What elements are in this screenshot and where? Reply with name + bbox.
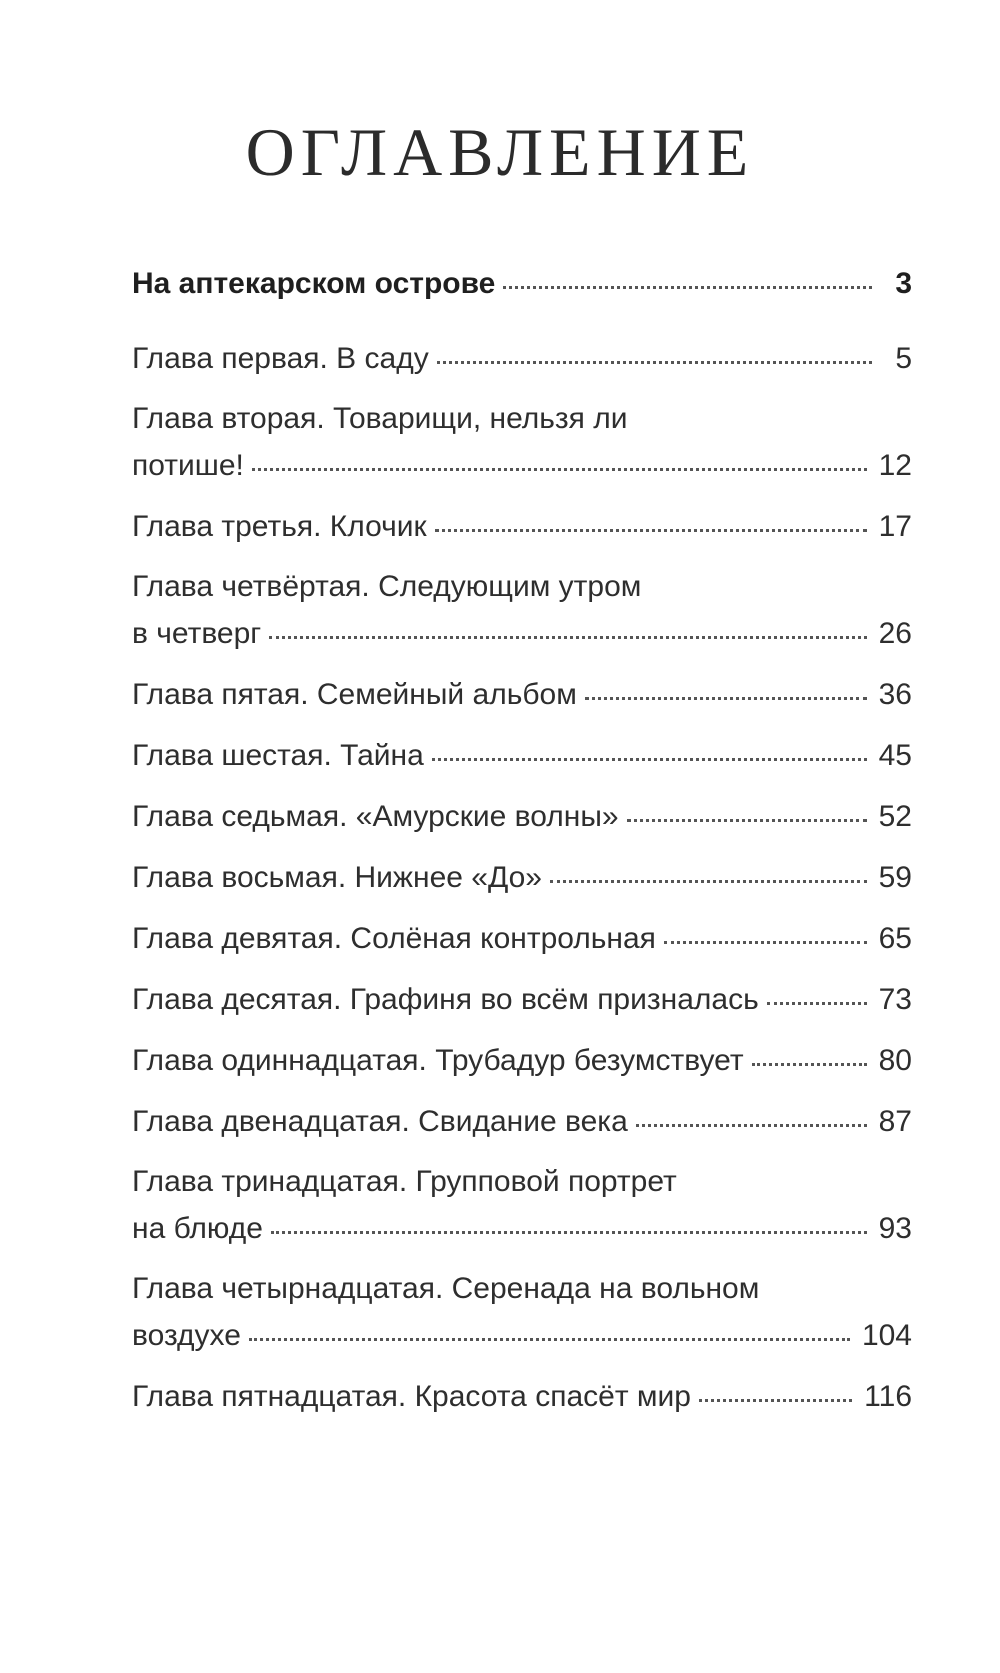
- toc-page-number: 17: [878, 510, 912, 543]
- toc-entry: [132, 260, 912, 307]
- toc-page-number: 104: [861, 1319, 912, 1352]
- toc-entry: [132, 335, 912, 382]
- toc-entry-title: Глава одиннадцатая. Трубадур безумствует: [132, 1044, 744, 1077]
- toc-entry-title: Глава тринадцатая. Групповой портрет: [132, 1165, 677, 1198]
- dot-leader: [585, 667, 867, 700]
- toc-page-number: 52: [878, 800, 912, 833]
- toc-entry: [132, 793, 912, 840]
- toc-entry-title-continued: потише!: [132, 449, 244, 482]
- toc-page-number: 12: [878, 449, 912, 482]
- toc-entry-title: Глава девятая. Солёная контрольная: [132, 922, 656, 955]
- toc-page-number: 26: [878, 617, 912, 650]
- dot-leader: [269, 606, 866, 639]
- toc-entry: [132, 503, 912, 550]
- toc-entry: [132, 1098, 912, 1145]
- dot-leader: [752, 1033, 867, 1066]
- toc-entry-title: Глава пятая. Семейный альбом: [132, 678, 577, 711]
- toc-entry-title: Глава первая. В саду: [132, 342, 429, 375]
- toc-entry: [132, 976, 912, 1023]
- toc-page-number: 116: [864, 1380, 912, 1413]
- toc-entry-title: Глава третья. Клочик: [132, 510, 427, 543]
- toc-page-number: 3: [895, 267, 912, 300]
- toc-page-number: 5: [895, 342, 912, 375]
- toc-entry-title-continued: на блюде: [132, 1212, 263, 1245]
- toc-entry: [132, 1037, 912, 1084]
- toc-entry-title: Глава четырнадцатая. Серенада на вольном: [132, 1272, 760, 1305]
- toc-entry-title: Глава десятая. Графиня во всём призналась: [132, 983, 759, 1016]
- toc-entry: [132, 1373, 912, 1420]
- toc-entry-title: Глава двенадцатая. Свидание века: [132, 1105, 628, 1138]
- dot-leader: [503, 256, 872, 289]
- toc-entry-title: Глава пятнадцатая. Красота спасёт мир: [132, 1380, 691, 1413]
- dot-leader: [636, 1094, 867, 1127]
- toc-entry: [132, 732, 912, 779]
- toc-page-number: 59: [878, 861, 912, 894]
- table-of-contents: [132, 260, 912, 1434]
- dot-leader: [627, 789, 867, 822]
- dot-leader: [252, 438, 867, 471]
- toc-entry: [132, 1159, 912, 1252]
- toc-entry-title: Глава шестая. Тайна: [132, 739, 424, 772]
- toc-entry-title-continued: воздухе: [132, 1319, 241, 1352]
- toc-entry-title: Глава седьмая. «Амурские волны»: [132, 800, 619, 833]
- toc-entry: [132, 396, 912, 489]
- toc-page-number: 65: [878, 922, 912, 955]
- toc-page-number: 73: [878, 983, 912, 1016]
- toc-entry-title: Глава вторая. Товарищи, нельзя ли: [132, 402, 628, 435]
- dot-leader: [271, 1201, 867, 1234]
- toc-page-number: 36: [878, 678, 912, 711]
- toc-entry-title: Глава четвёртая. Следующим утром: [132, 570, 642, 603]
- toc-entry-title-continued: в четверг: [132, 617, 262, 650]
- dot-leader: [249, 1308, 850, 1341]
- dot-leader: [699, 1369, 852, 1402]
- dot-leader: [767, 972, 867, 1005]
- toc-page-number: 93: [878, 1212, 912, 1245]
- toc-entry: [132, 671, 912, 718]
- toc-entry-title: На аптекарском острове: [132, 267, 496, 300]
- toc-page-number: 87: [878, 1105, 912, 1138]
- page-title: ОГЛАВЛЕНИЕ: [245, 114, 755, 190]
- toc-entry: [132, 1266, 912, 1359]
- toc-entry: [132, 854, 912, 901]
- toc-entry-title: Глава восьмая. Нижнее «До»: [132, 861, 542, 894]
- dot-leader: [664, 911, 867, 944]
- dot-leader: [437, 331, 872, 364]
- toc-entry: [132, 915, 912, 962]
- dot-leader: [435, 499, 867, 532]
- dot-leader: [432, 728, 867, 761]
- toc-page-number: 45: [878, 739, 912, 772]
- toc-page-number: 80: [878, 1044, 912, 1077]
- toc-entry: [132, 564, 912, 657]
- dot-leader: [550, 850, 867, 883]
